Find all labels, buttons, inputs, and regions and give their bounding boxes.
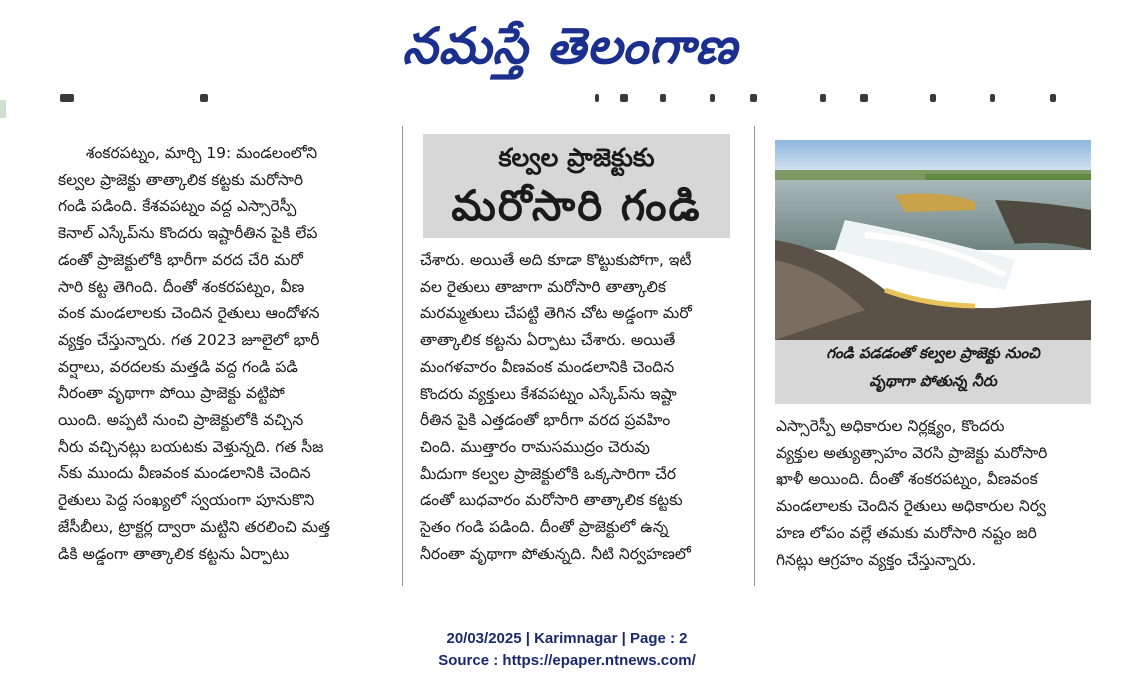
column-separator-right <box>754 126 755 586</box>
article-text-line: న్‌కు ముందు వీణవంక మండలానికి చెందిన <box>58 464 311 483</box>
article-column-left <box>58 140 378 567</box>
article-text-line: రైతులు పెద్ద సంఖ్యలో స్వయంగా పూనుకొని <box>58 491 315 510</box>
cropped-text-strip <box>60 92 1100 110</box>
article-text-line: డంతో బుధవారం మరోసారి తాత్కాలిక కట్టకు <box>420 491 683 510</box>
article-text-line: మరమ్మతులు చేపట్టి తెగిన చోట అడ్డంగా మరో <box>420 304 692 323</box>
photo-caption <box>775 340 1091 404</box>
article-text-line: వంక మండలాలకు చెందిన రైతులు ఆందోళన <box>58 304 320 323</box>
article-text-line: రీతిన పైకి ఎత్తడంతో భారీగా వరద ప్రవహిం <box>420 411 671 430</box>
article-text-line: సారి కట్ట తెగింది. దీంతో శంకరపట్నం, వీణ <box>58 277 305 296</box>
article-text-line: కొందరు వ్యక్తులు కేశవపట్నం ఎస్కేప్‌ను ఇష్టా <box>420 384 677 403</box>
article-text-line: నీరంతా వృథాగా పోతున్నది. నీటి నిర్వహణలో <box>420 544 691 563</box>
article-text-line: గినట్లు ఆగ్రహం వ్యక్తం చేస్తున్నారు. <box>776 550 977 569</box>
article-text-line: చింది. ముత్తారం రామసముద్రం చెరువు <box>420 437 650 456</box>
article-text-line: కెనాల్ ఎస్కేప్‌ను కొందరు ఇష్టారీతిన పైకి లేప <box>58 224 318 243</box>
article-text-line: మీదుగా కల్వల ప్రాజెక్టులోకి ఒక్కసారిగా చేర <box>420 464 677 483</box>
article-text-line: సైతం గండి పడింది. దీంతో ప్రాజెక్టులో ఉన్న <box>420 518 669 537</box>
article-text-line: తాత్కాలిక కట్టను ఏర్పాటు చేశారు. అయితే <box>420 331 676 350</box>
dam-breach-photo <box>775 140 1091 340</box>
article-text-line: వల రైతులు తాజాగా మరోసారి తాత్కాలిక <box>420 277 667 296</box>
article-text-line: వ్యక్తుల అత్యుత్సాహం వెరసి ప్రాజెక్టు మరోసారి <box>776 443 1048 462</box>
caption-line: వృథాగా పోతున్న నీరు <box>869 372 997 390</box>
article-text-line: డంతో ప్రాజెక్టులోకి భారీగా వరద చేరి మరో <box>58 250 303 269</box>
masthead <box>0 0 1134 92</box>
article-text-line: శంకరపట్నం, మార్చి 19: మండలంలోని <box>86 144 318 162</box>
article-text-line: వ్యక్తం చేస్తున్నారు. గత 2023 జూలైలో భారీ <box>58 330 320 349</box>
article-text-line: హణ లోపం వల్లే తమకు మరోసారి నష్టం జరి <box>776 523 1037 542</box>
article-text-line: యింది. అప్పటి నుంచి ప్రాజెక్టులోకి వచ్చిన <box>58 411 304 430</box>
footer-dateline: 20/03/2025 | Karimnagar | Page : 2 <box>446 630 688 647</box>
article-column-middle <box>420 247 732 567</box>
headline-title: మరోసారి గండి <box>451 181 702 230</box>
article-text-line: మండలాలకు చెందిన రైతులు అధికారుల నిర్వ <box>776 497 1047 516</box>
article-text-line: జేసీబీలు, ట్రాక్టర్ల ద్వారా మట్టిని తరలించి మత్త <box>58 517 331 536</box>
newspaper-logo: నమస్తే తెలంగాణ <box>402 17 738 75</box>
caption-line: గండి పడడంతో కల్వల ప్రాజెక్టు నుంచి <box>826 344 1040 362</box>
article-text-line: గండి పడింది. కేశవపట్నం వద్ద ఎస్సారెస్పీ <box>58 197 297 216</box>
column-separator-left <box>402 126 403 586</box>
article-column-right <box>776 413 1092 573</box>
article-text-line: నీరు వచ్చినట్లు బయటకు వెళ్తున్నది. గత సీజ <box>58 437 324 456</box>
headline-box <box>423 134 730 238</box>
article-text-line: చేశారు. అయితే అది కూడా కొట్టుకుపోగా, ఇటీ <box>420 251 692 269</box>
article-text-line: ఖాళీ అయింది. దీంతో శంకరపట్నం, వీణవంక <box>776 470 1038 489</box>
footer-source: Source : https://epaper.ntnews.com/ <box>438 652 696 669</box>
headline-kicker: కల్వల ప్రాజెక్టుకు <box>498 143 655 172</box>
article-text-line: నీరంతా వృథాగా పోయి ప్రాజెక్టు వట్టిపో <box>58 384 285 403</box>
article-text-line: మంగళవారం వీణవంక మండలానికి చెందిన <box>420 357 675 376</box>
article-text-line: కల్వల ప్రాజెక్టు తాత్కాలిక కట్టకు మరోసారి <box>58 170 304 189</box>
article-text-line: ఎస్సారెస్పీ అధికారుల నిర్లక్ష్యం, కొందరు <box>776 417 1005 435</box>
article-text-line: డికి అడ్డంగా తాత్కాలిక కట్టను ఏర్పాటు <box>58 544 290 563</box>
page-edge-marker <box>0 100 6 118</box>
article-text-line: వర్షాలు, వరదలకు మత్తడి వద్ద గండి పడి <box>58 357 298 376</box>
